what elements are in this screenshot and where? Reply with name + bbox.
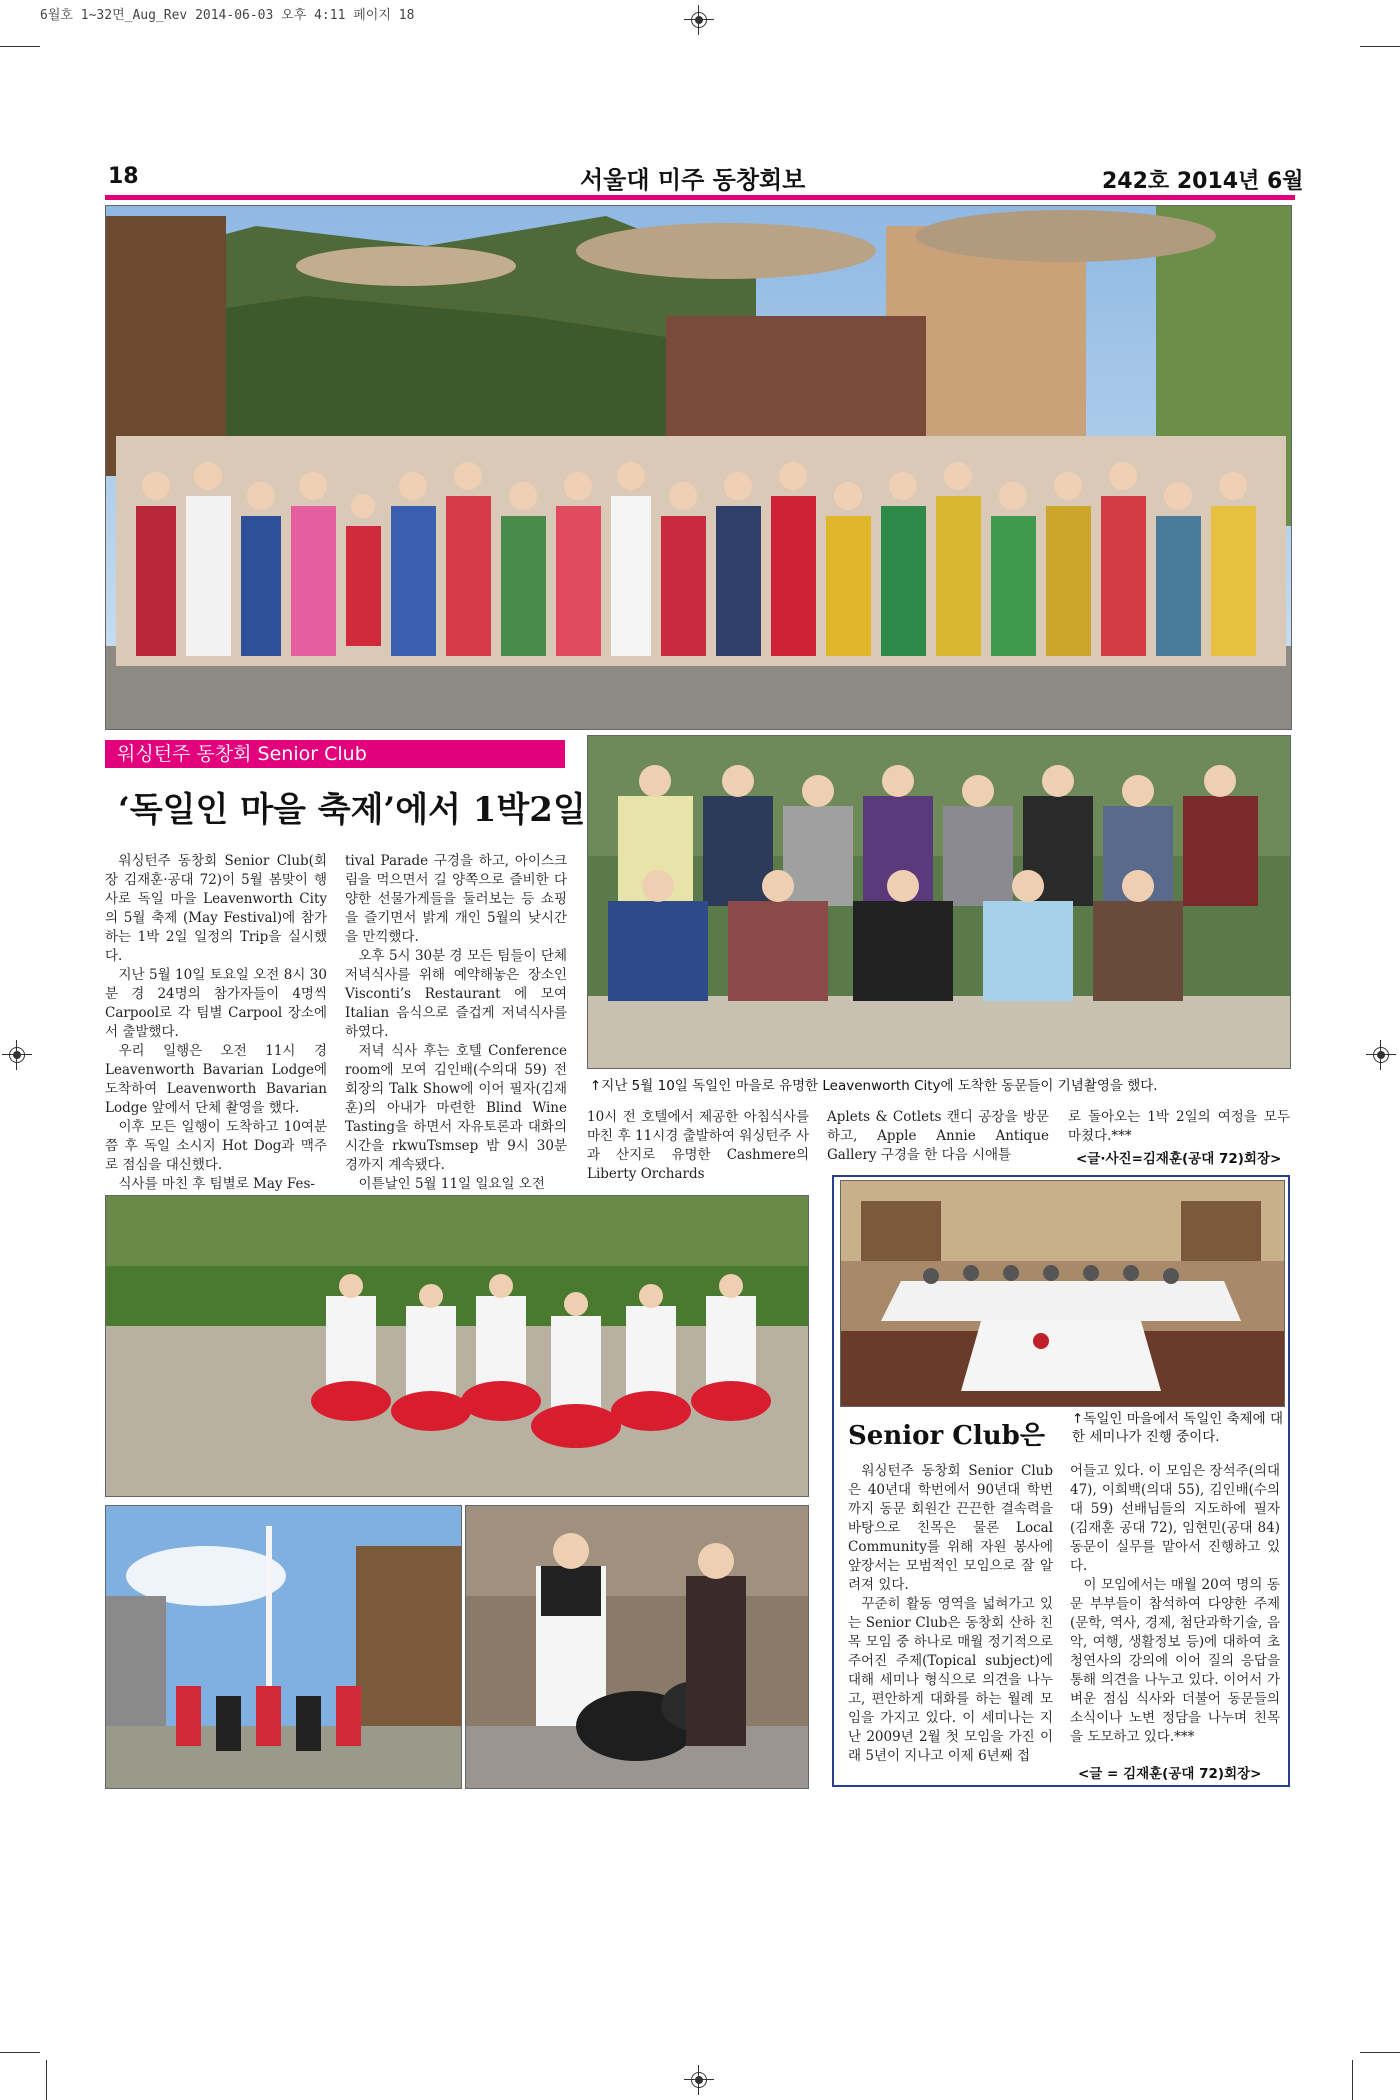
page-number: 18 bbox=[108, 164, 139, 189]
paragraph: 오후 5시 30분 경 모든 팀들이 단체 저녁식사를 위해 예약해놓은 장소인 Visconti’s Restaurant 에 모여 Italian 음식으로 즐겁게 저녁식사를 하였다. bbox=[345, 948, 567, 1040]
paragraph: 워싱턴주 동창회 Senior Club(회장 김재훈·공대 72)이 5월 봄맞이 행사로 독일 마을 Leavenworth City의 5월 축제 (May Festival)에 참가하는 1박 2일 일정의 Trip을 실시했다. bbox=[105, 853, 327, 964]
festival-crowd-photo bbox=[105, 205, 1292, 730]
maypole-photo bbox=[105, 1505, 462, 1789]
paragraph: 10시 전 호텔에서 제공한 아침식사를 마친 후 11시경 출발하여 워싱턴주 사과 산지로 유명한 Cashmere의 Liberty Orchards bbox=[587, 1109, 809, 1182]
seminar-photo bbox=[840, 1180, 1285, 1407]
section-tag: 워싱턴주 동창회 Senior Club bbox=[105, 740, 565, 768]
registration-mark-icon bbox=[2, 1040, 32, 1070]
group-photo bbox=[587, 735, 1291, 1069]
senior-club-column-1 bbox=[848, 1462, 1053, 1766]
paragraph: 이튿날인 5월 11일 일요일 오전 bbox=[358, 1176, 545, 1192]
parade-dancers-photo bbox=[105, 1195, 809, 1497]
senior-club-column-2 bbox=[1070, 1462, 1280, 1747]
paragraph: 꾸준히 활동 영역을 넓혀가고 있는 Senior Club은 동창회 산하 친목 모임 중 하나로 매월 정기적으로 주어진 주제(Topical subject)에 대해 세미나 형식으로 의견을 나누고, 편안하게 대화를 하는 월례 모임을 가지고 있다. 이 세미나는 지난 2009년 2월 첫 모임을 가진 이래 5년이 지나고 이제 6년째 접 bbox=[848, 1596, 1053, 1764]
crop-mark bbox=[1360, 46, 1400, 47]
article-byline: <글·사진=김재훈(공대 72)회장> bbox=[1076, 1151, 1282, 1167]
crop-mark bbox=[1360, 2052, 1400, 2053]
article-column-5 bbox=[1068, 1108, 1290, 1146]
printer-slug: 6월호 1~32면_Aug_Rev 2014-06-03 오후 4:11 페이지 18 bbox=[40, 8, 415, 23]
header-rule bbox=[105, 195, 1295, 200]
paragraph: 지난 5월 10일 토요일 오전 8시 30분 경 24명의 참가자들이 4명씩 Carpool로 각 팀별 Carpool 장소에서 출발했다. bbox=[105, 967, 327, 1040]
senior-club-byline: <글 = 김재훈(공대 72)회장> bbox=[1078, 1766, 1262, 1782]
paragraph: 로 돌아오는 1박 2일의 여정을 모두 마쳤다.*** bbox=[1068, 1109, 1290, 1144]
crop-mark bbox=[46, 2060, 47, 2100]
crop-mark bbox=[1352, 2060, 1353, 2100]
article-column-1 bbox=[105, 852, 327, 1194]
seminar-photo-caption: ↑독일인 마을에서 독일인 축제에 대한 세미나가 진행 중이다. bbox=[1072, 1411, 1284, 1445]
issue-info: 242호 2014년 6월 bbox=[1102, 169, 1304, 194]
article-column-3 bbox=[587, 1108, 809, 1184]
paragraph: Aplets & Cotlets 캔디 공장을 방문하고, Apple Annie Antique Gallery 구경을 한 다음 시애틀 bbox=[827, 1109, 1049, 1163]
paragraph: 이후 모든 일행이 도착하고 10여분 쯤 후 독일 소시지 Hot Dog과 맥주로 점심을 대신했다. bbox=[105, 1119, 327, 1173]
paragraph: 저녁 식사 후는 호텔 Conference room에 모여 김인배(수의대 59) 전 회장의 Talk Show에 이어 필자(김재훈)의 아내가 마련한 Blind Wine Tasting을 하면서 자유토론과 대화의 시간을 rkwuTsmsep 밤 9시 30분 경까지 계속됐다. bbox=[345, 1043, 567, 1173]
registration-mark-icon bbox=[684, 2065, 714, 2095]
paragraph: 이 모임에서는 매월 20여 명의 동문 부부들이 참석하여 다양한 주제(문학, 역사, 경제, 첨단과학기술, 음악, 여행, 생활정보 등)에 대하여 초청연사의 강의에 이어 질의 응답을 통해 의견을 나누고 있다. 이어서 가벼운 점심 식사와 더불어 동문들의 소식이나 노변 정담을 나누며 친목을 도모하고 있다.*** bbox=[1070, 1577, 1280, 1745]
article-headline: ‘독일인 마을 축제’에서 1박2일 bbox=[118, 790, 586, 830]
paper-title: 서울대 미주 동창회보 bbox=[580, 166, 806, 194]
paragraph: 워싱턴주 동창회 Senior Club은 40년대 학번에서 90년대 학번까지 동문 회원간 끈끈한 결속력을 바탕으로 친목은 물론 Local Community를 위해 자원 봉사에 앞장서는 모범적인 모임으로 잘 알려져 있다. bbox=[848, 1463, 1053, 1593]
paragraph: 식사를 마친 후 팀별로 May Fes- bbox=[118, 1176, 315, 1192]
costume-and-dogs-photo bbox=[465, 1505, 809, 1789]
article-column-2 bbox=[345, 852, 567, 1194]
crop-mark bbox=[0, 46, 40, 47]
article-column-4 bbox=[827, 1108, 1049, 1165]
senior-club-title: Senior Club은 bbox=[848, 1421, 1045, 1451]
registration-mark-icon bbox=[1366, 1040, 1396, 1070]
group-photo-caption: ↑지난 5월 10일 독일인 마을로 유명한 Leavenworth City에 도착한 동문들이 기념촬영을 했다. bbox=[590, 1078, 1158, 1094]
paragraph: 우리 일행은 오전 11시 경 Leavenworth Bavarian Lodge에 도착하여 Leavenworth Bavarian Lodge 앞에서 단체 촬영을 했다. bbox=[105, 1043, 327, 1116]
crop-mark bbox=[0, 2052, 40, 2053]
registration-mark-icon bbox=[684, 5, 714, 35]
paragraph: tival Parade 구경을 하고, 아이스크림을 먹으면서 길 양쪽으로 즐비한 다양한 선물가게들을 둘러보는 등 쇼핑을 즐기면서 밝게 개인 5월의 낮시간을 만끽했다. bbox=[345, 853, 567, 945]
paragraph: 어들고 있다. 이 모임은 장석주(의대 47), 이희백(의대 55), 김인배(수의대 59) 선배님들의 지도하에 필자(김재훈 공대 72), 임현민(공대 84) 동문이 실무를 맡아서 진행하고 있다. bbox=[1070, 1463, 1280, 1574]
